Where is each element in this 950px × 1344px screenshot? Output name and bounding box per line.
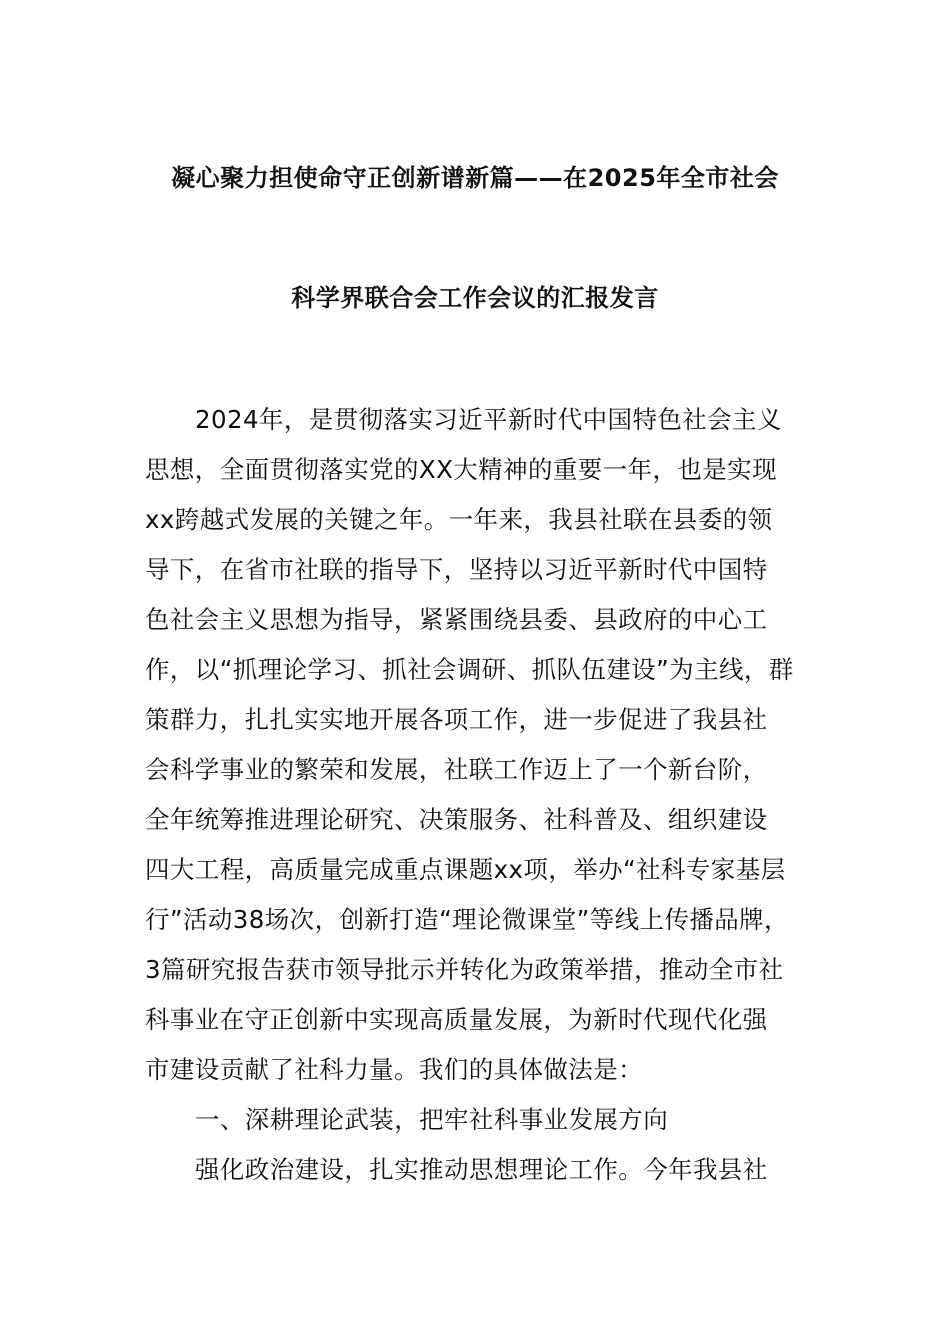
paragraph-line: 思想，全面贯彻落实党的XX大精神的重要一年，也是实现 — [145, 455, 777, 484]
paragraph-line: 科事业在守正创新中实现高质量发展，为新时代现代化强 — [145, 1005, 768, 1034]
document-title-line-2: 科学界联合会工作会议的汇报发言 — [291, 284, 659, 312]
section-heading: 一、深耕理论武装，把牢社科事业发展方向 — [195, 1105, 669, 1134]
paragraph-line: 市建设贡献了社科力量。我们的具体做法是： — [145, 1055, 643, 1084]
paragraph-line: 全年统筹推进理论研究、决策服务、社科普及、组织建设 — [145, 805, 768, 834]
paragraph-line: 四大工程，高质量完成重点课题xx项，举办“社科专家基层 — [145, 855, 786, 884]
paragraph-line: 策群力，扎扎实实地开展各项工作，进一步促进了我县社 — [145, 705, 768, 734]
paragraph-line: 强化政治建设，扎实推动思想理论工作。今年我县社 — [195, 1155, 768, 1184]
paragraph-line: 色社会主义思想为指导，紧紧围绕县委、县政府的中心工 — [145, 605, 768, 634]
paragraph-line: 行”活动38场次，创新打造“理论微课堂”等线上传播品牌， — [145, 905, 789, 934]
paragraph-line: 导下，在省市社联的指导下，坚持以习近平新时代中国特 — [145, 555, 768, 584]
document-title-line-1: 凝心聚力担使命守正创新谱新篇——在2025年全市社会 — [171, 164, 779, 192]
paragraph-line: 作，以“抓理论学习、抓社会调研、抓队伍建设”为主线，群 — [145, 655, 794, 684]
paragraph-line: xx跨越式发展的关键之年。一年来，我县社联在县委的领 — [145, 505, 773, 534]
paragraph-line: 3篇研究报告获市领导批示并转化为政策举措，推动全市社 — [145, 955, 784, 984]
paragraph-line: 2024年，是贯彻落实习近平新时代中国特色社会主义 — [195, 405, 782, 434]
paragraph-line: 会科学事业的繁荣和发展，社联工作迈上了一个新台阶， — [145, 755, 768, 784]
